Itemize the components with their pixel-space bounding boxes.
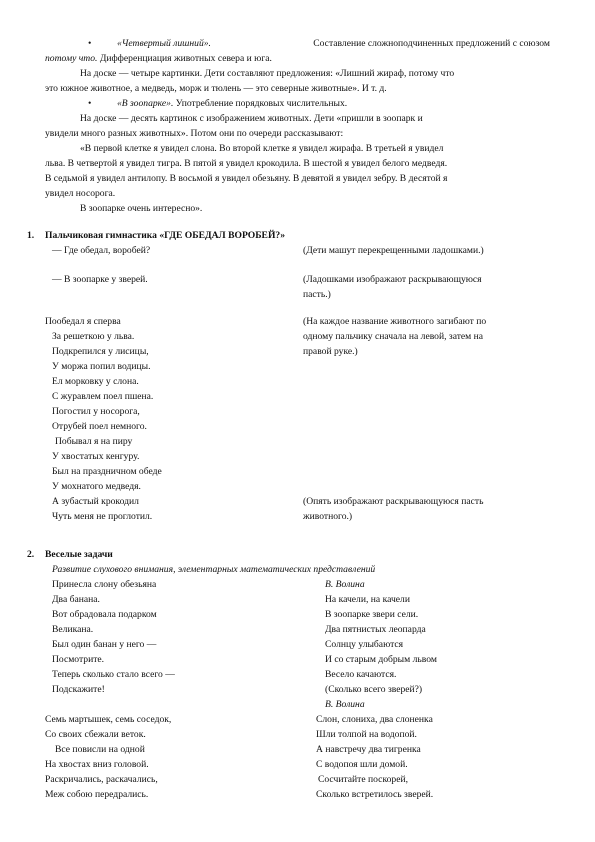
poem-line: Шли толпой на водопой. xyxy=(316,729,417,740)
stage-direction: (На каждое название животного загибают по xyxy=(303,316,487,327)
poem-line: На хвостах вниз головой. xyxy=(45,759,149,770)
section-title: Пальчиковая гимнастика «ГДЕ ОБЕДАЛ ВОРОБЕЙ?» xyxy=(45,230,286,241)
poem-line: Посмотрите. xyxy=(52,654,105,665)
poem-line: — В зоопарке у зверей. xyxy=(52,274,148,285)
paragraph-line: увидел носорога. xyxy=(45,188,116,199)
poem-line: — Где обедал, воробей? xyxy=(52,245,151,256)
poem-line: (Сколько всего зверей?) xyxy=(325,684,423,695)
poem-line: Весело качаются. xyxy=(325,669,397,680)
bullet-text: Дифференциация животных севера и юга. xyxy=(99,53,272,64)
bullet-item-odd-one-out xyxy=(117,36,550,51)
poem-line: Великана. xyxy=(52,624,94,635)
poem-line: Сосчитайте поскорей, xyxy=(318,774,408,785)
section-number: 2. xyxy=(27,549,35,560)
poem-line: А навстречу два тигренка xyxy=(316,744,421,755)
poem-line: Подкрепился у лисицы, xyxy=(52,346,149,357)
poem-line: Два пятнистых леопарда xyxy=(325,624,426,635)
poem-line: Семь мартышек, семь соседок, xyxy=(45,714,172,725)
section-subtitle: Развитие слухового внимания, элементарных математических представлений xyxy=(52,564,376,575)
bullet-title: «Четвертый лишний». xyxy=(117,38,211,49)
paragraph-line: увидели много разных животных». Потом они по очереди рассказывают: xyxy=(45,128,344,139)
poem-line: Вот обрадовала подарком xyxy=(52,609,157,620)
poem-line: Ел морковку у слона. xyxy=(52,376,139,387)
stage-direction: пасть.) xyxy=(303,289,331,300)
bullet-title: «В зоопарке». xyxy=(117,98,174,109)
poem-line: У хвостатых кенгуру. xyxy=(52,451,140,462)
poem-author: В. Волина xyxy=(325,579,365,590)
poem-line: Солнцу улыбаются xyxy=(325,639,404,650)
poem-line: Побывал я на пиру xyxy=(55,436,133,447)
bullet-text-continued xyxy=(45,51,272,66)
paragraph-line: это южное животное, а медведь, морж и тюлень — это северные животные». И т. д. xyxy=(45,83,387,94)
paragraph-line: «В первой клетке я увидел слона. Во второй клетке я увидел жирафа. В третьей я увидел xyxy=(80,143,444,154)
poem-line: С журавлем поел пшена. xyxy=(52,391,154,402)
poem-line: Со своих сбежали веток. xyxy=(45,729,146,740)
poem-line: Все повисли на одной xyxy=(55,744,145,755)
poem-line: Отрубей поел немного. xyxy=(52,421,147,432)
stage-direction: (Опять изображают раскрывающуюся пасть xyxy=(303,496,484,507)
stage-direction: (Дети машут перекрещенными ладошками.) xyxy=(303,245,484,256)
bullet-marker: • xyxy=(88,38,92,49)
poem-line: Погостил у носорога, xyxy=(52,406,140,417)
poem-line: У мохнатого медведя. xyxy=(52,481,141,492)
poem-line: За решеткою у льва. xyxy=(52,331,135,342)
poem-line: На качели, на качели xyxy=(325,594,410,605)
italic-term: потому что. xyxy=(45,53,98,64)
poem-line: Сколько встретилось зверей. xyxy=(316,789,434,800)
poem-line: А зубастый крокодил xyxy=(52,496,139,507)
stage-direction: правой руке.) xyxy=(303,346,358,357)
poem-line: Пообедал я сперва xyxy=(45,316,121,327)
poem-line: Теперь сколько стало всего — xyxy=(52,669,175,680)
poem-line: Меж собою передрались. xyxy=(45,789,149,800)
poem-line: И со старым добрым львом xyxy=(325,654,437,665)
section-number: 1. xyxy=(27,230,35,241)
bullet-item-at-zoo xyxy=(117,96,347,111)
poem-line: С водопоя шли домой. xyxy=(316,759,408,770)
bullet-marker: • xyxy=(88,98,92,109)
poem-line: Раскричались, раскачались, xyxy=(45,774,158,785)
paragraph-line: В зоопарке очень интересно». xyxy=(80,203,203,214)
paragraph-line: На доске — десять картинок с изображением животных. Дети «пришли в зоопарк и xyxy=(80,113,423,124)
poem-line: Два банана. xyxy=(52,594,100,605)
section-title: Веселые задачи xyxy=(45,549,113,560)
bullet-text: Употребление порядковых числительных. xyxy=(175,98,348,109)
poem-line: У моржа попил водицы. xyxy=(52,361,151,372)
poem-line: Чуть меня не проглотил. xyxy=(52,511,153,522)
poem-line: Принесла слону обезьяна xyxy=(52,579,157,590)
stage-direction: одному пальчику сначала на левой, затем на xyxy=(303,331,484,342)
poem-line: Был на праздничном обеде xyxy=(52,466,162,477)
stage-direction: (Ладошками изображают раскрывающуюся xyxy=(303,274,482,285)
poem-line: В зоопарке звери сели. xyxy=(325,609,419,620)
poem-line: Был один банан у него — xyxy=(52,639,157,650)
bullet-text: Составление сложноподчиненных предложений с союзом xyxy=(313,38,550,49)
paragraph-line: В седьмой я увидел антилопу. В восьмой я увидел обезьяну. В девятой я увидел зебру. В десятой я xyxy=(45,173,448,184)
paragraph-line: льва. В четвертой я увидел тигра. В пятой я увидел крокодила. В шестой я увидел белого медведя. xyxy=(45,158,448,169)
paragraph-line: На доске — четыре картинки. Дети составляют предложения: «Лишний жираф, потому что xyxy=(80,68,455,79)
poem-author: В. Волина xyxy=(325,699,365,710)
poem-line: Подскажите! xyxy=(52,684,105,695)
stage-direction: животного.) xyxy=(303,511,353,522)
poem-line: Слон, слониха, два слоненка xyxy=(316,714,433,725)
